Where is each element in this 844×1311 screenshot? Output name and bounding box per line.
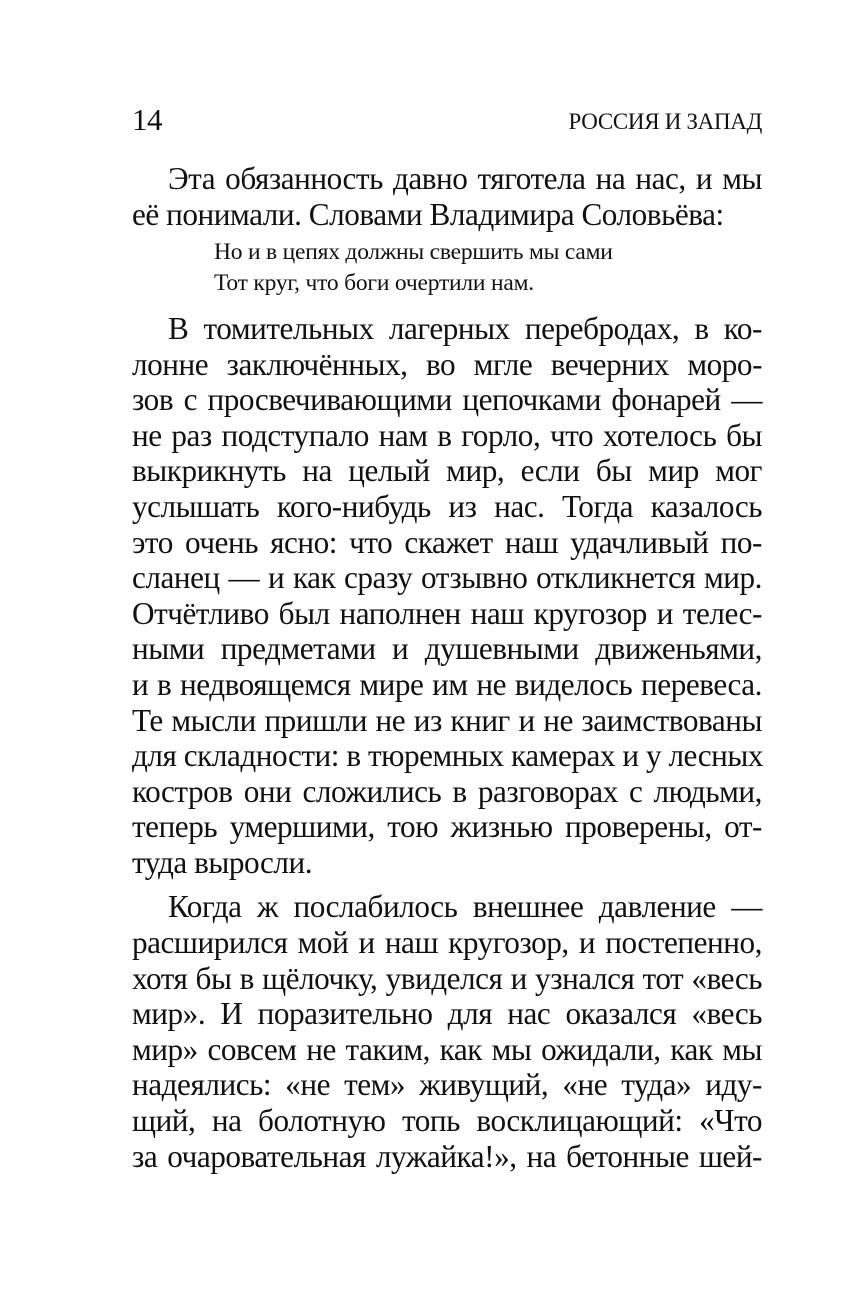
text-line: ными предметами и душевными движеньями, [132,631,762,667]
running-title: РОССИЯ И ЗАПАД [568,109,762,134]
text-line: В томительных лагерных перебродах, в ко- [168,310,762,346]
text-line: выкрикнуть на целый мир, если бы мир мог [132,453,762,489]
text-line: Эта обязанность давно тяготела на нас, и мы [168,161,762,196]
text-line: лонне заключённых, во мгле вечерних моро- [132,346,762,382]
page-number: 14 [132,102,162,137]
text-line: надеялись: «не тем» живущий, «не туда» иду- [132,1067,762,1103]
text-line: щий, на болотную топь восклицающий: «Что [132,1103,762,1139]
text-line: это очень ясно: что скажет наш удачливый по- [132,524,762,560]
paragraph-gap [132,880,762,889]
text-line: не раз подступало нам в горло, что хотелось бы [132,417,762,453]
text-line: Отчётливо был наполнен наш кругозор и телес- [132,595,762,631]
text-line: услышать кого-нибудь из нас. Тогда казалось [132,488,762,524]
text-line: её понимали. Словами Владимира Соловьёва: [132,196,724,232]
verse-line: Тот круг, что боги очертили нам. [214,269,534,296]
text-line: расширился мой и наш кругозор, и постепенно, [132,925,762,961]
text-line: Те мысли пришли не из книг и не заимствованы [132,702,762,738]
text-line: хотя бы в щёлочку, увиделся и узнался тот «весь [132,960,762,996]
text-line: зов с просвечивающими цепочками фонарей — [132,382,762,418]
verse-quote [214,237,762,298]
text-line: для складности: в тюремных камерах и у лесных [132,738,764,774]
page-header [132,98,762,142]
text-line: теперь умершими, тою жизнью проверены, от- [132,809,762,845]
paragraph-1 [132,161,762,232]
paragraph-2 [132,311,762,881]
text-line: костров они сложились в разговорах с людьми, [132,773,762,809]
text-line: и в недвоящемся мире им не виделось перевеса. [132,666,762,702]
text-line: мир». И поразительно для нас оказался «весь [132,996,762,1032]
page-body [132,161,762,1174]
paragraph-3 [132,889,762,1174]
text-line: туда выросли. [132,844,313,880]
text-line: сланец — и как сразу отзывно откликнется мир. [132,560,762,596]
verse-line: Но и в цепях должны свершить мы сами [214,239,613,266]
text-line: за очаровательная лужайка!», на бетонные шей- [132,1138,762,1174]
text-line: мир» совсем не таким, как мы ожидали, как мы [132,1031,762,1067]
text-line: Когда ж послабилось внешнее давление — [168,889,762,925]
